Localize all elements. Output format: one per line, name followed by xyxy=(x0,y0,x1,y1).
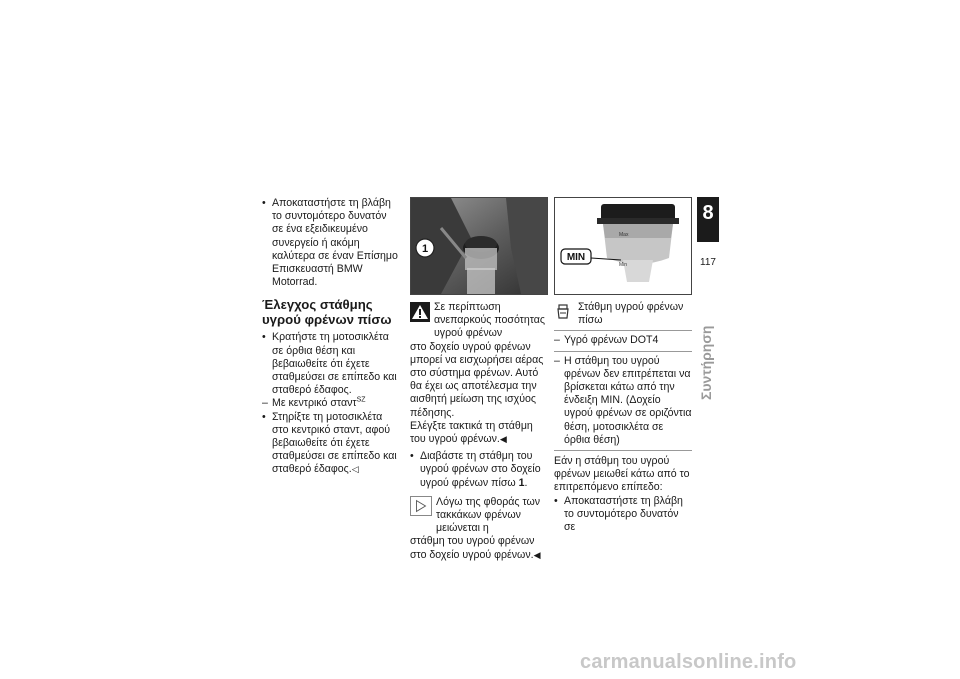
spec-title-row xyxy=(554,301,692,327)
divider xyxy=(554,351,692,352)
warning-block xyxy=(410,301,548,341)
center-stand-label: Με κεντρικό σταντ xyxy=(272,397,357,410)
spec-fluid: – Υγρό φρένων DOT4 xyxy=(554,334,692,347)
center-stand-text: Στηρίξτε τη μοτοσικλέτα στο κεντρικό σταντ, αφού βεβαιωθείτε ότι έχετε σταθμεύσει σε επίπεδο και σταθερό έδαφος. xyxy=(272,410,397,476)
page-number: 117 xyxy=(700,257,716,268)
note-block xyxy=(410,496,548,536)
spec-title: Στάθμη υγρού φρένων πίσω xyxy=(578,301,684,327)
reservoir-min-image xyxy=(555,198,691,294)
min-mark: Min xyxy=(619,262,628,268)
end-marker: ◀ xyxy=(533,549,541,560)
warning-triangle-icon xyxy=(410,302,430,322)
repair-instruction: • Αποκαταστήστε τη βλάβη το συντομότερο δυνατόν σε ένα εξειδικευμένο συνεργείο ή ακόμη καλύτερα σε έναν Επίσημο Επισκευαστή BMW Motorrad. xyxy=(262,197,400,289)
reservoir-photo xyxy=(410,197,548,295)
upright-instruction: • Κρατήστε τη μοτοσικλέτα σε όρθια θέση και βεβαιωθείτε ότι έχετε σταθμεύσει σε επίπεδο και σταθερό έδαφος. xyxy=(262,331,400,397)
reference-number: 1 xyxy=(421,243,429,255)
warning-tail-text: Ελέγξτε τακτικά τη στάθμη του υγρού φρένων. xyxy=(410,419,533,446)
brake-fluid-icon xyxy=(554,302,574,322)
max-mark: Max xyxy=(619,232,629,238)
note-lead: Λόγω της φθοράς των τακκάκων φρένων μειώνεται η xyxy=(436,495,541,535)
spec-level: – Η στάθμη του υγρού φρένων δεν επιτρέπεται να βρίσκεται κάτω από την ένδειξη MIN. (Δοχείο υγρού φρένων σε οριζόντια θέση, μοτοσικλέτα σε όρθια θέση) xyxy=(554,355,692,447)
chapter-tab xyxy=(697,197,719,242)
warning-lead: Σε περίπτωση ανεπαρκούς ποσότητας υγρού φρένων xyxy=(434,301,546,340)
note-triangle-icon xyxy=(410,496,432,516)
note-body xyxy=(410,535,548,561)
read-level-text: Διαβάστε τη στάθμη του υγρού φρένων στο δοχείο υγρού φρένων πίσω xyxy=(420,450,541,489)
min-label: MIN xyxy=(566,252,586,263)
low-level-paragraph: Εάν η στάθμη του υγρού φρένων μειωθεί κάτω από το επιτρεπόμενο επίπεδο: xyxy=(554,455,690,494)
read-level-instruction: • Διαβάστε τη στάθμη του υγρού φρένων στο δοχείο υγρού φρένων πίσω 1. xyxy=(410,450,548,490)
chapter-number: 8 xyxy=(702,202,714,224)
divider xyxy=(554,330,692,331)
end-marker: ◁ xyxy=(351,464,359,475)
reservoir-closeup-photo xyxy=(554,197,692,295)
column-left xyxy=(262,197,400,477)
center-stand-option xyxy=(262,397,400,410)
column-middle xyxy=(410,197,548,562)
section-heading: Έλεγχος στάθμης υγρού φρένων πίσω xyxy=(262,297,392,328)
option-code: SZ xyxy=(356,396,366,404)
reference-number: 1 xyxy=(518,476,525,489)
warning-tail xyxy=(410,420,548,446)
repair-instruction: • Αποκαταστήστε τη βλάβη το συντομότερο δυνατόν σε xyxy=(554,495,692,535)
warning-body: στο δοχείο υγρού φρένων μπορεί να εισχωρήσει αέρας στο σύστημα φρένων. Αυτό θα έχει ως αποτέλεσμα την αισθητή μείωση της ισχύος πέδησης. xyxy=(410,340,544,419)
center-stand-instruction xyxy=(262,411,400,477)
watermark: carmanualsonline.info xyxy=(580,651,797,673)
note-body-text: στάθμη του υγρού φρένων στο δοχείο υγρού φρένων. xyxy=(410,535,535,561)
column-right xyxy=(554,197,692,534)
end-marker: ◀ xyxy=(499,434,507,445)
divider xyxy=(554,450,692,451)
section-side-label: Συντήρηση xyxy=(698,325,714,400)
motorcycle-reservoir-image xyxy=(411,198,547,294)
